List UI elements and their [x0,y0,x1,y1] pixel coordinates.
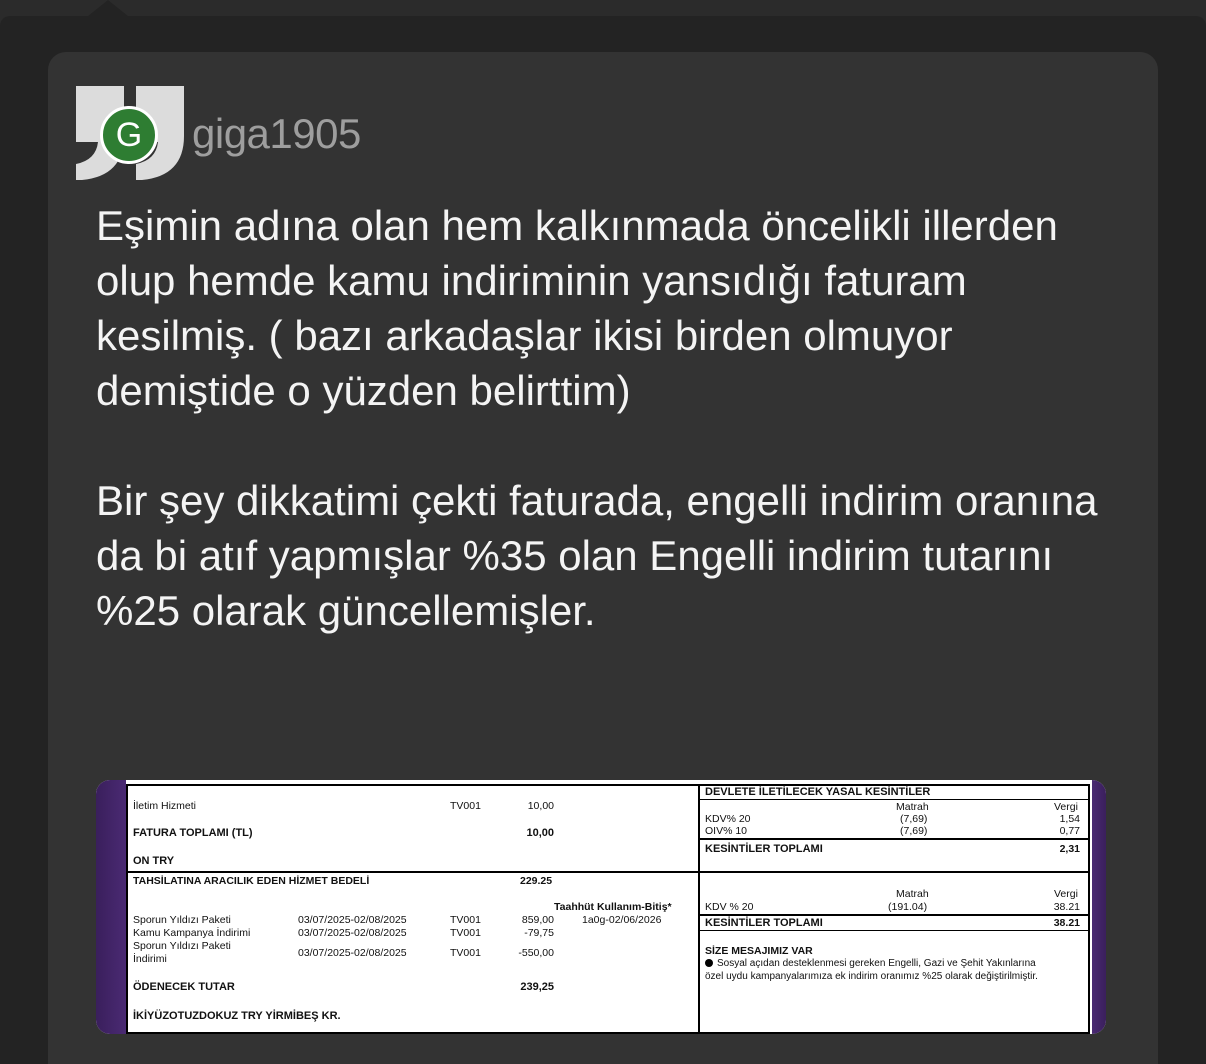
deductions-value: 38.21 [1053,917,1080,929]
deductions-label: KESİNTİLER TOPLAMI [705,843,823,855]
col-tax-header: Vergi [1054,801,1078,813]
line-amount: -550,00 [518,947,554,959]
line-period: 03/07/2025-02/08/2025 [298,914,407,926]
invoice-image[interactable] [96,780,1106,1034]
line-name: Sporun Yıldızı Paketi [133,940,231,952]
payable-value: 239,25 [520,981,554,993]
tax-row-tax: 38.21 [1053,901,1080,913]
line-amount: 859,00 [521,914,554,926]
invoice-total-label: FATURA TOPLAMI (TL) [133,827,253,839]
service-label: İletim Hizmeti [133,800,197,812]
divider [700,930,1090,931]
taxes-title: DEVLETE İLETİLECEK YASAL KESİNTİLER [705,786,931,798]
top-strip [0,0,1206,16]
message-text [705,958,1036,970]
invoice-total-value: 10,00 [526,827,554,839]
divider [700,799,1090,800]
invoice-left-stripe [96,780,126,1034]
line-amount: -79,75 [524,927,554,939]
service-amount: 10,00 [527,800,554,812]
col-base-header: Matrah [896,801,929,813]
deductions-label: KESİNTİLER TOPLAMI [705,917,823,929]
tax-row-base: (7,69) [900,825,928,837]
tax-row-base: (191.04) [888,901,928,913]
line-code: TV001 [450,947,481,959]
tax-row-label: KDV % 20 [705,901,754,913]
deductions-value: 2,31 [1059,843,1080,855]
commitment-label: Taahhüt Kullanım-Bitiş* [554,901,672,913]
line-code: TV001 [450,914,481,926]
post-paragraph: Bir şey dikkatimi çekti faturada, engelli indirim oranına da bi atıf yapmışlar %35 olan Engelli indirim tutarını %25 olarak güncellemişler. [96,477,1098,634]
post-paragraph: Eşimin adına olan hem kalkınmada öncelikli illerden olup hemde kamu indiriminin yansıdığı faturam kesilmiş. ( bazı arkadaşlar ikisi birden olmuyor demiştide o yüzden belirttim) [96,202,1058,414]
col-tax-header: Vergi [1054,888,1078,900]
line-period: 03/07/2025-02/08/2025 [298,927,407,939]
tax-row-base: (7,69) [900,813,928,825]
col-base-header: Matrah [896,888,929,900]
service-code: TV001 [450,800,481,812]
tax-row-tax: 0,77 [1059,825,1080,837]
post-body [96,198,1116,638]
line-name: Kamu Kampanya İndirimi [133,927,251,939]
tax-row-label: KDV% 20 [705,813,751,825]
invoice-right-stripe [1092,780,1106,1034]
amount-in-words: İKİYÜZOTUZDOKUZ TRY YİRMİBEŞ KR. [133,1010,341,1022]
line-commitment: 1a0g-02/06/2026 [582,914,662,926]
currency-label: ON TRY [133,855,175,867]
username[interactable]: giga1905 [192,110,361,157]
intermediary-value: 229.25 [520,875,553,887]
message-line: Sosyal açıdan desteklenmesi gereken Engelli, Gazi ve Şehit Yakınlarına [717,958,1036,969]
divider [700,871,1090,873]
popover-notch [88,0,128,16]
line-code: TV001 [450,927,481,939]
divider [126,871,700,873]
message-line: özel uydu kampanyalarımıza ek indirim oranımız %25 olarak değiştirilmiştir. [705,971,1038,982]
divider [700,838,1090,840]
line-period: 03/07/2025-02/08/2025 [298,947,407,959]
tax-row-tax: 1,54 [1059,813,1080,825]
payable-label: ÖDENECEK TUTAR [133,981,235,993]
divider [700,914,1090,916]
tax-row-label: OIV% 10 [705,825,748,837]
avatar[interactable]: G [100,106,158,164]
intermediary-label: TAHSİLATINA ARACILIK EDEN HİZMET BEDELİ [133,875,370,887]
message-title: SİZE MESAJIMIZ VAR [705,945,813,957]
line-name: Sporun Yıldızı Paketi [133,914,231,926]
bullet-icon [705,959,713,967]
line-name-cont: İndirimi [133,953,167,965]
